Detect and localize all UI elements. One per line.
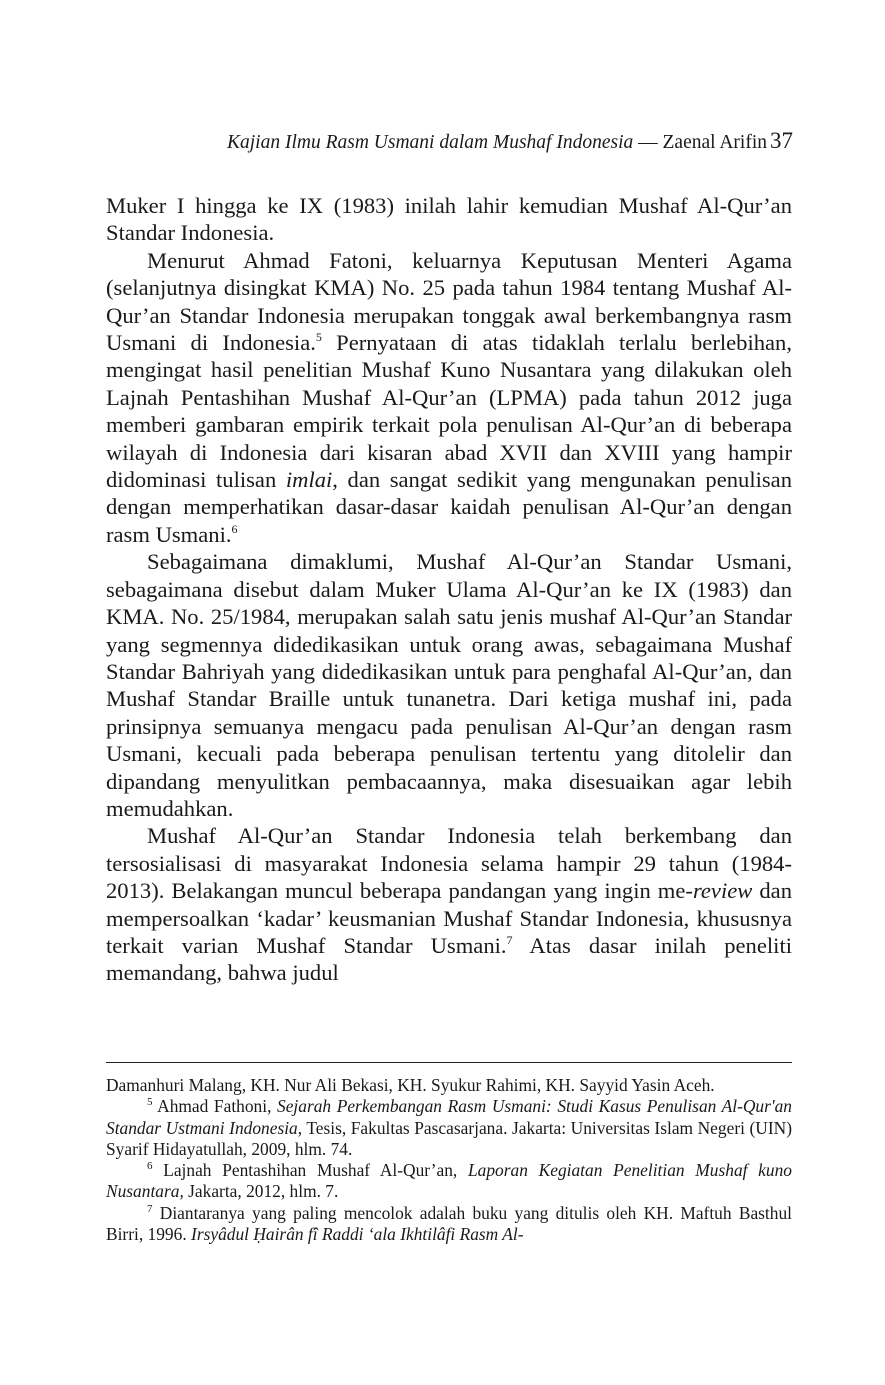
footnote-text: , Tesis, Fakultas Pascasarjana. Jakarta: Universitas Islam Negeri (UIN) Syarif Hidayatullah, 2009, hlm. 74. [106, 1117, 792, 1159]
paragraph-1 [106, 192, 792, 247]
footnote-number: 7 [147, 1202, 153, 1215]
italic-term: imlai [285, 467, 333, 493]
footnote-text: Ahmad Fathoni, [152, 1096, 278, 1117]
body-text [106, 192, 792, 987]
page-number: 37 [770, 128, 793, 153]
paragraph-4 [106, 822, 792, 986]
paragraph-text: , dan sangat sedikit yang mengunakan penulisan dengan memperhatikan dasar-dasar kaidah penulisan Al-Qur’an dengan rasm Usmani. [106, 467, 792, 547]
header-separator: — [633, 132, 663, 153]
footnote-ref-6: 6 [231, 521, 238, 536]
header-title: Kajian Ilmu Rasm Usmani dalam Mushaf Indonesia [227, 132, 634, 153]
paragraph-text: Pernyataan di atas tidaklah terlalu berlebihan, mengingat hasil penelitian Mushaf Kuno Nusantara yang dilakukan oleh Lajnah Pentashihan Mushaf Al-Qur’an (LPMA) pada tahun 2012 juga memberi gambaran empirik terkait pola penulisan Al-Qur’an di beberapa wilayah di Indonesia dari kisaran abad XVII dan XVIII yang hampir didominasi tulisan [106, 330, 792, 493]
header-author: Zaenal Arifin [662, 132, 767, 153]
footnote-title: Sejarah Perkembangan Rasm Usmani: Studi Kasus Penulisan Al-Qur'an Standar Ustmani Indonesia [106, 1096, 792, 1138]
footnote-title: Laporan Kegiatan Penelitian Mushaf kuno Nusantara, [106, 1160, 792, 1202]
footnote-ref-5: 5 [315, 330, 322, 345]
footnote-text: Jakarta, 2012, hlm. 7. [183, 1181, 339, 1202]
paragraph-2 [106, 247, 792, 548]
footnote-number: 6 [147, 1160, 153, 1173]
footnote-number: 5 [147, 1096, 153, 1109]
footnote-text: Damanhuri Malang, KH. Nur Ali Bekasi, KH. Syukur Rahimi, KH. Sayyid Yasin Aceh. [106, 1075, 715, 1095]
footnote-7 [106, 1203, 792, 1246]
paragraph-text: dan mempersoalkan ‘kadar’ keusmanian Mushaf Standar Indonesia, khususnya terkait varian Mushaf Standar Usmani. [106, 878, 792, 958]
paragraph-3 [106, 548, 792, 822]
footnote-text: Diantaranya yang paling mencolok adalah buku yang ditulis oleh KH. Maftuh Basthul Birri, 1996. [106, 1202, 792, 1245]
italic-term: review [692, 878, 753, 904]
paragraph-text: Mushaf Al-Qur’an Standar Indonesia telah berkembang dan tersosialisasi di masyarakat Indonesia selama hampir 29 tahun (1984-2013). Belakangan muncul beberapa pandangan yang ingin me- [106, 823, 792, 904]
footnote-text: Lajnah Pentashihan Mushaf Al-Qur’an, [152, 1160, 468, 1181]
footnote-ref-7: 7 [506, 932, 513, 947]
footnote-6 [106, 1160, 792, 1203]
footnote-5 [106, 1096, 792, 1160]
footnotes [106, 1075, 792, 1245]
paragraph-text: Atas dasar inilah peneliti memandang, bahwa judul [106, 932, 792, 986]
paragraph-text: Muker I hingga ke IX (1983) inilah lahir kemudian Mushaf Al-Qur’an Standar Indonesia. [106, 193, 792, 246]
footnote-continuation [106, 1075, 792, 1096]
paragraph-text: Menurut Ahmad Fatoni, keluarnya Keputusan Menteri Agama (selanjutnya disingkat KMA) No. 25 pada tahun 1984 tentang Mushaf Al-Qur’an Standar Indonesia merupakan tonggak awal berkembangnya rasm Usmani di Indonesia. [106, 247, 792, 356]
paragraph-text: Sebagaimana dimaklumi, Mushaf Al-Qur’an Standar Usmani, sebagaimana disebut dalam Muker Ulama Al-Qur’an ke IX (1983) dan KMA. No. 25/1984, merupakan salah satu jenis mushaf Al-Qur’an Standar yang segmennya didedikasikan untuk orang awas, sebagaimana Mushaf Standar Bahriyah yang didedikasikan untuk para penghafal Al-Qur’an, dan Mushaf Standar Braille untuk tunanetra. Dari ketiga mushaf ini, pada prinsipnya semuanya mengacu pada penulisan Al-Qur’an dengan rasm Usmani, kecuali pada beberapa penulisan tertentu yang ditolelir dan dipandang menyulitkan pembacaannya, maka disesuaikan agar lebih memudahkan. [106, 549, 792, 821]
running-header [227, 128, 793, 154]
footnote-divider [106, 1062, 792, 1063]
footnote-title: Irsyâdul Ḥairân fî Raddi ‘ala Ikhtilâfi Rasm Al- [191, 1224, 524, 1245]
